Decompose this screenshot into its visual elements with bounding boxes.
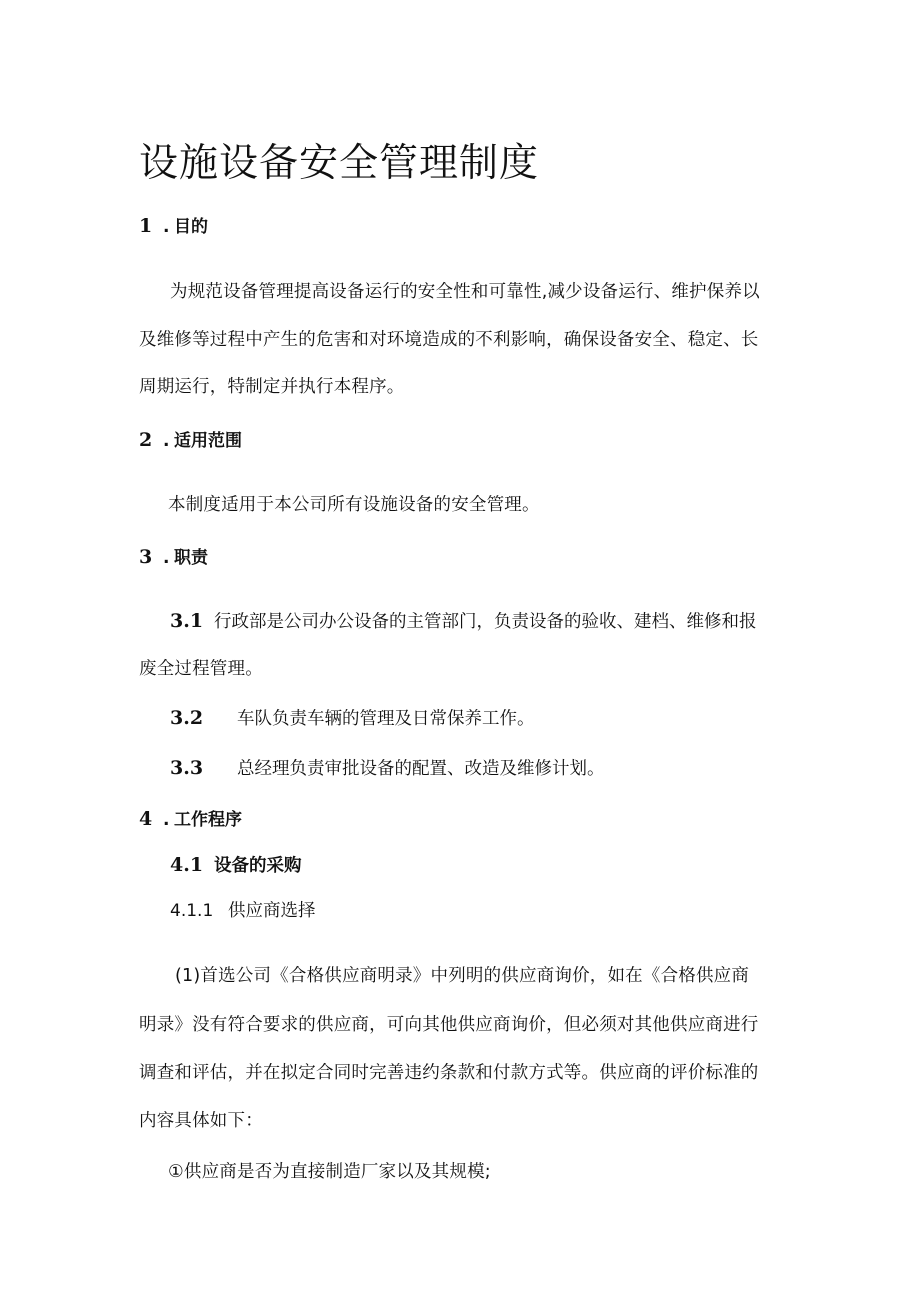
item-text: 车队负责车辆的管理及日常保养工作。 <box>237 709 535 729</box>
section-dot: . <box>163 431 170 451</box>
item-number: 3.3 <box>170 757 204 779</box>
section-4-line-1: (1)首选公司《合格供应商明录》中列明的供应商询价，如在《合格供应商 <box>175 966 750 986</box>
section-label: 工作程序 <box>174 810 242 830</box>
section-4-heading <box>139 810 242 829</box>
section-1-line-2: 及维修等过程中产生的危害和对环境造成的不利影响，确保设备安全、稳定、长 <box>139 330 759 350</box>
section-2-heading <box>139 431 242 450</box>
section-3-heading <box>139 548 208 567</box>
section-number: 3 <box>139 546 153 568</box>
subsection-label: 设备的采购 <box>214 856 302 876</box>
item-3-2 <box>170 709 535 729</box>
subsection-number: 4.1 <box>170 854 204 876</box>
section-1-line-3: 周期运行，特制定并执行本程序。 <box>139 377 405 397</box>
item-number: 3.2 <box>170 707 204 729</box>
subsection-label: 供应商选择 <box>228 901 316 921</box>
section-number: 4 <box>139 808 153 830</box>
section-4-line-3: 调查和评估，并在拟定合同时完善违约条款和付款方式等。供应商的评价标准的 <box>139 1063 759 1083</box>
item-3-3 <box>170 759 605 779</box>
item-3-1 <box>170 612 757 632</box>
section-1-line-1: 为规范设备管理提高设备运行的安全性和可靠性,减少设备运行、维护保养以 <box>170 282 760 302</box>
subsection-4-1-1 <box>170 903 316 921</box>
subsection-number: 4.1.1 <box>170 901 214 921</box>
item-text: 行政部是公司办公设备的主管部门，负责设备的验收、建档、维修和报 <box>214 612 757 632</box>
section-dot: . <box>163 810 170 830</box>
section-4-line-4: 内容具体如下： <box>139 1111 263 1131</box>
section-dot: . <box>163 548 170 568</box>
criteria-item-1: ①供应商是否为直接制造厂家以及其规模; <box>168 1162 491 1182</box>
section-2-line-1: 本制度适用于本公司所有设施设备的安全管理。 <box>168 495 540 515</box>
section-dot: . <box>163 217 170 237</box>
subsection-4-1 <box>170 856 302 876</box>
item-3-1-continuation: 废全过程管理。 <box>139 659 263 679</box>
item-text: 总经理负责审批设备的配置、改造及维修计划。 <box>237 759 605 779</box>
document-title: 设施设备安全管理制度 <box>139 141 540 186</box>
section-label: 职责 <box>174 548 208 568</box>
section-label: 目的 <box>174 217 208 237</box>
section-4-line-2: 明录》没有符合要求的供应商，可向其他供应商询价，但必须对其他供应商进行 <box>139 1015 759 1035</box>
section-1-heading <box>139 217 208 236</box>
section-number: 2 <box>139 429 153 451</box>
item-number: 3.1 <box>170 610 204 632</box>
section-number: 1 <box>139 215 153 237</box>
section-label: 适用范围 <box>174 431 242 451</box>
